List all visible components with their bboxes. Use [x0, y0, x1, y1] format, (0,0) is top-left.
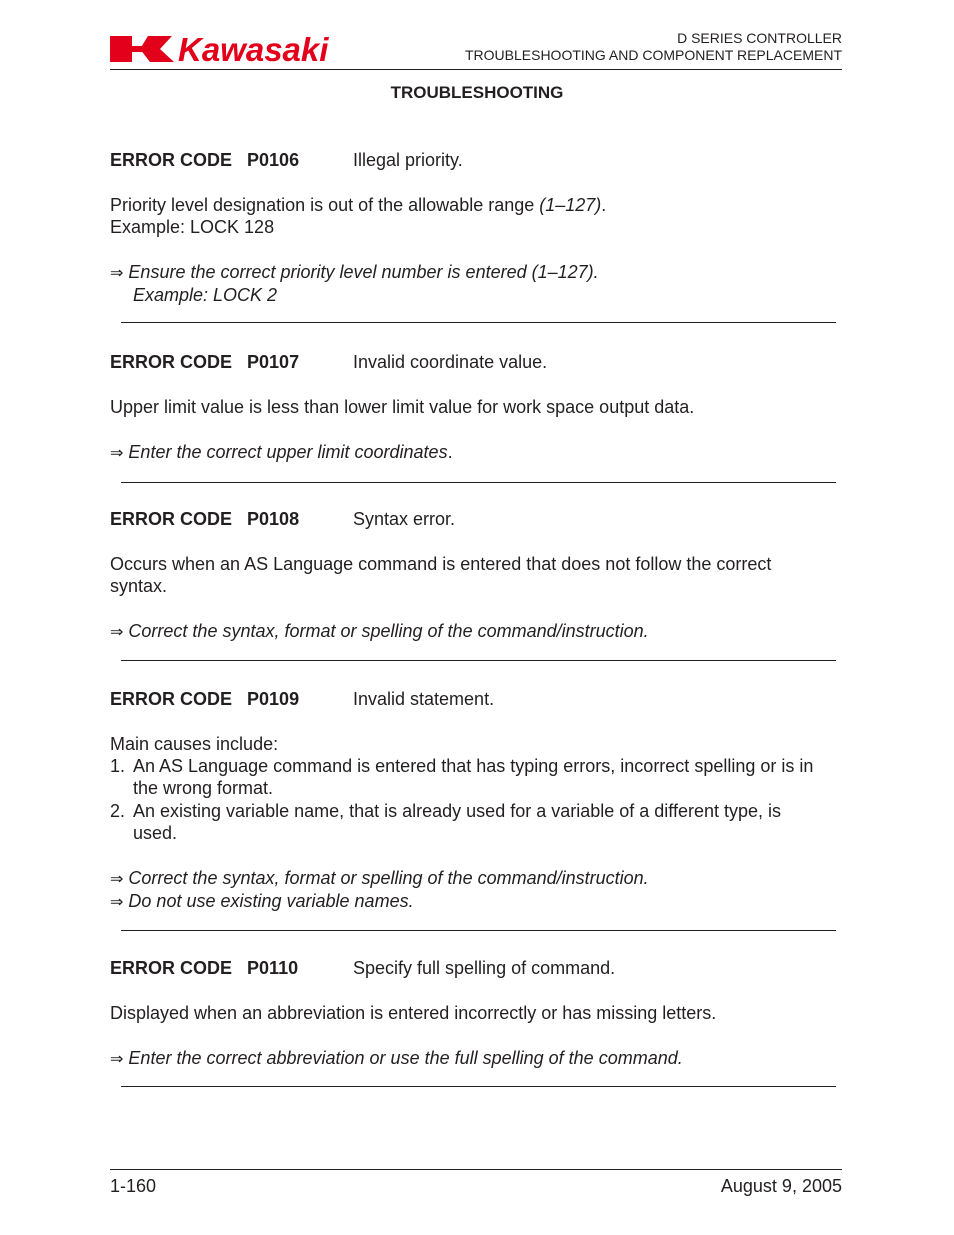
error-description: Upper limit value is less than lower limit value for work space output data.	[110, 397, 695, 417]
remedy-text: Do not use existing variable names.	[128, 891, 414, 911]
divider	[121, 1086, 836, 1087]
header-rule	[110, 69, 842, 70]
footer-rule	[110, 1169, 842, 1170]
remedy-line	[110, 441, 453, 465]
remedy-period: .	[447, 442, 453, 462]
cause-text: An AS Language command is entered that has typing errors, incorrect spelling or is in	[133, 756, 814, 776]
error-code-heading	[110, 688, 299, 710]
cause-text-cont: used.	[133, 823, 178, 843]
arrow-icon: ⇒	[110, 624, 124, 641]
error-title: Syntax error.	[353, 509, 456, 529]
divider	[121, 322, 836, 323]
error-title: Invalid statement.	[353, 689, 495, 709]
remedy-line	[110, 1047, 683, 1071]
arrow-icon: ⇒	[110, 894, 124, 911]
error-code-label: ERROR CODE	[110, 150, 233, 170]
error-example: Example: LOCK 128	[110, 217, 275, 237]
header-line-2: TROUBLESHOOTING AND COMPONENT REPLACEMENT	[464, 47, 842, 63]
kawasaki-logo-icon	[110, 33, 390, 65]
error-description-cont: syntax.	[110, 576, 168, 596]
range-text: (1–127)	[539, 195, 602, 215]
error-title: Specify full spelling of command.	[353, 958, 616, 978]
error-description: Occurs when an AS Language command is entered that does not follow the correct	[110, 554, 772, 574]
error-code-label: ERROR CODE	[110, 689, 233, 709]
error-code-heading	[110, 351, 299, 373]
remedy-line	[110, 890, 414, 914]
remedy-text: Enter the correct upper limit coordinates	[128, 442, 448, 462]
error-code-heading	[110, 957, 298, 979]
remedy-example: Example: LOCK 2	[133, 285, 278, 305]
remedy-text: Correct the syntax, format or spelling of the command/instruction.	[128, 868, 649, 888]
arrow-icon: ⇒	[110, 265, 124, 282]
cause-number: 2.	[110, 801, 126, 821]
divider	[121, 660, 836, 661]
error-code: P0106	[247, 150, 300, 170]
error-title: Invalid coordinate value.	[353, 352, 548, 372]
description-period: .	[601, 195, 607, 215]
header-line-1: D SERIES CONTROLLER	[677, 30, 842, 46]
kawasaki-logo	[110, 33, 390, 65]
cause-number: 1.	[110, 756, 126, 776]
error-code-label: ERROR CODE	[110, 509, 233, 529]
arrow-icon: ⇒	[110, 445, 124, 462]
remedy-line	[110, 261, 599, 285]
remedy-text: Correct the syntax, format or spelling of the command/instruction.	[128, 621, 649, 641]
error-code-label: ERROR CODE	[110, 958, 233, 978]
footer-date: August 9, 2005	[720, 1176, 842, 1196]
error-code-heading	[110, 149, 299, 171]
cause-text: An existing variable name, that is already used for a variable of a different type, is	[133, 801, 782, 821]
error-description	[110, 194, 606, 216]
causes-intro: Main causes include:	[110, 734, 279, 754]
error-code: P0107	[247, 352, 300, 372]
error-code-heading	[110, 508, 299, 530]
remedy-text: Enter the correct abbreviation or use the full spelling of the command.	[128, 1048, 683, 1068]
description-text: Priority level designation is out of the allowable range	[110, 195, 540, 215]
divider	[121, 482, 836, 483]
error-code-label: ERROR CODE	[110, 352, 233, 372]
page-number: 1-160	[110, 1176, 157, 1196]
error-code: P0110	[247, 958, 299, 978]
section-title: TROUBLESHOOTING	[390, 83, 564, 102]
divider	[121, 930, 836, 931]
error-title: Illegal priority.	[353, 150, 463, 170]
remedy-line	[110, 620, 649, 644]
cause-text-cont: the wrong format.	[133, 778, 274, 798]
error-code: P0109	[247, 689, 300, 709]
arrow-icon: ⇒	[110, 871, 124, 888]
remedy-line	[110, 867, 649, 891]
error-code: P0108	[247, 509, 300, 529]
arrow-icon: ⇒	[110, 1051, 124, 1068]
remedy-text: Ensure the correct priority level number is entered (1–127).	[128, 262, 599, 282]
svg-text:Kawasaki: Kawasaki	[178, 33, 329, 65]
error-description: Displayed when an abbreviation is entered incorrectly or has missing letters.	[110, 1003, 717, 1023]
